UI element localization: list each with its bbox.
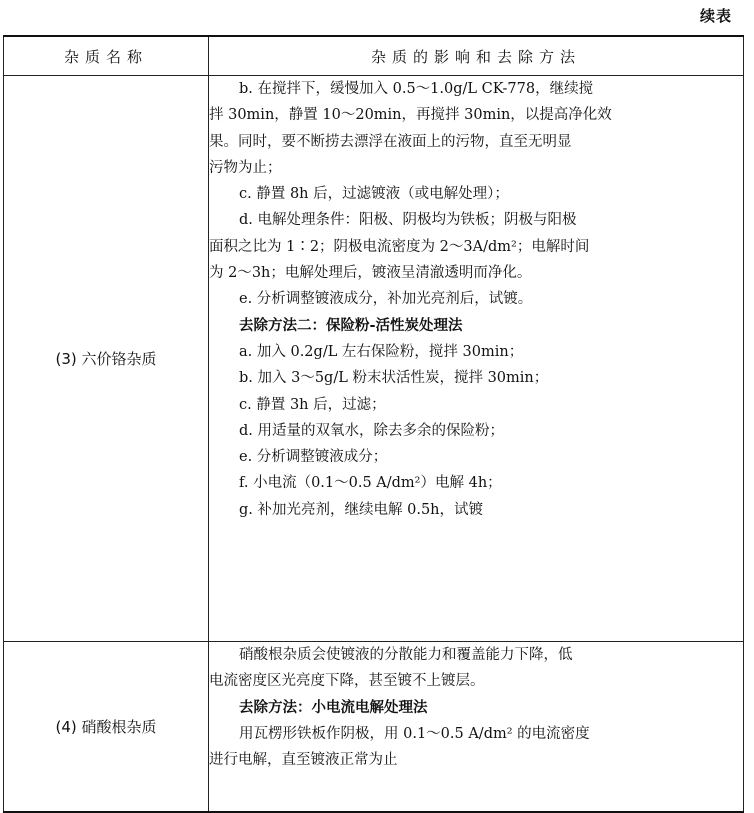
method-heading: 去除方法：小电流电解处理法: [239, 699, 428, 716]
text-line: d. 电解处理条件：阳极、阴极均为铁板；阴极与阳极: [239, 212, 577, 229]
continued-table-label: 续表: [699, 7, 732, 25]
text-line: 拌 30min，静置 10～20min，再搅拌 30min，以提高净化效: [209, 107, 612, 124]
method-heading: 去除方法二：保险粉-活性炭处理法: [239, 317, 463, 334]
header-impurity-name: 杂质名称: [4, 36, 209, 76]
impurity-name-cell: (3) 六价铬杂质: [4, 76, 209, 642]
impurity-name-cell: (4) 硝酸根杂质: [4, 642, 209, 812]
text-line: 用瓦楞形铁板作阴极，用 0.1～0.5 A/dm² 的电流密度: [239, 725, 590, 742]
text-line: 电流密度区光亮度下降，甚至镀不上镀层。: [209, 673, 485, 690]
text-line: c. 静置 8h 后，过滤镀液（或电解处理）；: [239, 186, 509, 203]
table-row: [4, 642, 744, 812]
impurity-table: [3, 35, 744, 813]
text-line: b. 在搅拌下，缓慢加入 0.5～1.0g/L CK-778，继续搅: [239, 81, 594, 97]
text-line: f. 小电流（0.1～0.5 A/dm²）电解 4h；: [239, 475, 502, 492]
text-line: e. 分析调整镀液成分，补加光亮剂后，试镀。: [239, 291, 533, 308]
impurity-description-cell: [209, 642, 744, 812]
impurity-description-cell: [209, 76, 744, 642]
text-line: 面积之比为 1∶2；阴极电流密度为 2～3A/dm²；电解时间: [209, 238, 590, 255]
text-line: 硝酸根杂质会使镀液的分散能力和覆盖能力下降，低: [239, 647, 573, 663]
header-effect-and-removal: 杂质的影响和去除方法: [209, 36, 744, 76]
text-line: 为 2～3h；电解处理后，镀液呈清澈透明而净化。: [209, 265, 532, 282]
text-line: b. 加入 3～5g/L 粉末状活性炭，搅拌 30min；: [239, 370, 549, 387]
text-line: g. 补加光亮剂，继续电解 0.5h，试镀: [239, 501, 484, 518]
text-line: 进行电解，直至镀液正常为止: [209, 752, 398, 769]
text-line: 污物为止；: [209, 159, 282, 176]
text-line: a. 加入 0.2g/L 左右保险粉，搅拌 30min；: [239, 343, 524, 360]
table-header-row: [4, 36, 744, 76]
text-line: c. 静置 3h 后，过滤；: [239, 396, 386, 413]
text-line: 果。同时，要不断捞去漂浮在液面上的污物，直至无明显: [209, 133, 572, 150]
text-line: d. 用适量的双氧水，除去多余的保险粉；: [239, 422, 504, 439]
text-line: e. 分析调整镀液成分；: [239, 449, 388, 466]
table-row: [4, 76, 744, 642]
